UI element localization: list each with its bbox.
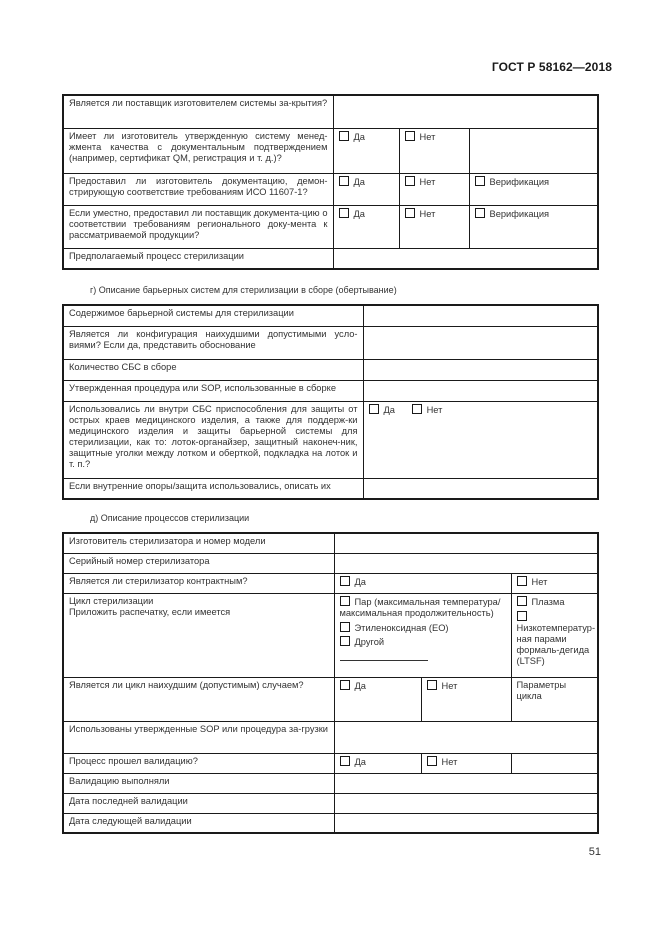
- options-cell: [363, 401, 598, 478]
- option-no[interactable]: Нет: [511, 573, 598, 593]
- checkbox-icon[interactable]: [340, 576, 350, 586]
- option-yes[interactable]: Да: [369, 405, 395, 415]
- question-cell: Изготовитель стерилизатора и номер модели: [63, 533, 334, 553]
- barrier-system-table: [62, 304, 599, 500]
- table-row: [63, 793, 598, 813]
- question-cell: Является ли конфигурация наихудшими допустимыми усло-виями? Если да, представить обоснование: [63, 326, 363, 359]
- checkbox-icon[interactable]: [517, 596, 527, 606]
- section-title-g: г) Описание барьерных систем для стерилизации в сборе (обертывание): [90, 285, 397, 295]
- answer-field[interactable]: [334, 533, 598, 553]
- checkbox-icon[interactable]: [339, 208, 349, 218]
- option-yes[interactable]: Да: [334, 753, 421, 773]
- checkbox-icon[interactable]: [427, 680, 437, 690]
- option-no[interactable]: Нет: [421, 753, 511, 773]
- page-number: 51: [588, 846, 601, 858]
- question-cell: Использованы утвержденные SOP или процедура за-грузки: [63, 721, 334, 753]
- cycle-parameters-label: Параметры цикла: [511, 677, 598, 721]
- supplier-table: [62, 94, 599, 270]
- option-yes[interactable]: Да: [333, 128, 399, 173]
- option-no[interactable]: Нет: [399, 173, 469, 205]
- checkbox-icon[interactable]: [340, 680, 350, 690]
- question-cell: Если внутренние опоры/защита использовались, описать их: [63, 478, 363, 499]
- table-row: [63, 573, 598, 593]
- question-cell: Содержимое барьерной системы для стерилизации: [63, 305, 363, 326]
- option-no[interactable]: Нет: [399, 205, 469, 248]
- checkbox-icon[interactable]: [340, 636, 350, 646]
- checkbox-icon[interactable]: [405, 208, 415, 218]
- question-cell: Серийный номер стерилизатора: [63, 553, 334, 573]
- table-row: [63, 326, 598, 359]
- checkbox-icon[interactable]: [340, 596, 350, 606]
- section-title-d: д) Описание процессов стерилизации: [90, 513, 250, 523]
- table-row: [63, 721, 598, 753]
- question-cell: Предоставил ли изготовитель документацию, демон-стрирующую соответствие требованиям ИСО 11607-1?: [63, 173, 333, 205]
- question-cell: Дата последней валидации: [63, 793, 334, 813]
- table-row: [63, 773, 598, 793]
- question-text: Цикл стерилизации: [69, 595, 154, 606]
- checkbox-icon[interactable]: [340, 622, 350, 632]
- table-row: [63, 401, 598, 478]
- checkbox-icon[interactable]: [405, 131, 415, 141]
- checkbox-icon[interactable]: [475, 176, 485, 186]
- sterilization-process-table: [62, 532, 599, 834]
- table-row: [63, 205, 598, 248]
- checkbox-icon[interactable]: [517, 611, 527, 621]
- question-cell: Валидацию выполняли: [63, 773, 334, 793]
- empty-cell: [511, 753, 598, 773]
- checkbox-icon[interactable]: [369, 404, 379, 414]
- checkbox-icon[interactable]: [339, 131, 349, 141]
- table-row: [63, 478, 598, 499]
- answer-field[interactable]: [363, 359, 598, 380]
- answer-field[interactable]: [363, 326, 598, 359]
- table-row: [63, 593, 598, 677]
- checkbox-icon[interactable]: [340, 756, 350, 766]
- answer-field[interactable]: [333, 95, 598, 128]
- question-note: Приложить распечатку, если имеется: [69, 606, 231, 617]
- table-row: [63, 248, 598, 269]
- table-row: [63, 305, 598, 326]
- empty-cell: [469, 128, 598, 173]
- table-row: [63, 813, 598, 833]
- question-cell: Предполагаемый процесс стерилизации: [63, 248, 333, 269]
- option-eo[interactable]: Этиленоксидная (EO): [340, 622, 506, 634]
- option-yes[interactable]: Да: [334, 573, 511, 593]
- table-row: [63, 533, 598, 553]
- option-no[interactable]: Нет: [412, 405, 443, 415]
- option-yes[interactable]: Да: [333, 205, 399, 248]
- table-row: [63, 359, 598, 380]
- question-cell: Является ли стерилизатор контрактным?: [63, 573, 334, 593]
- cycle-options-right: [511, 593, 598, 677]
- answer-field[interactable]: [363, 478, 598, 499]
- answer-field[interactable]: [334, 793, 598, 813]
- question-cell: Имеет ли изготовитель утвержденную систему менед-жмента качества с документальным подтверждением (например, сертификат QM, регистрация и т. д.)?: [63, 128, 333, 173]
- table-row: [63, 553, 598, 573]
- option-verification[interactable]: Верификация: [469, 173, 598, 205]
- document-id: ГОСТ Р 58162—2018: [491, 60, 612, 74]
- cycle-options-left: [334, 593, 511, 677]
- checkbox-icon[interactable]: [427, 756, 437, 766]
- table-row: [63, 753, 598, 773]
- table-row: [63, 128, 598, 173]
- question-cell: Является ли поставщик изготовителем системы за-крытия?: [63, 95, 333, 128]
- checkbox-icon[interactable]: [405, 176, 415, 186]
- option-verification[interactable]: Верификация: [469, 205, 598, 248]
- answer-field[interactable]: [333, 248, 598, 269]
- answer-field[interactable]: [363, 380, 598, 401]
- answer-field[interactable]: [334, 813, 598, 833]
- checkbox-icon[interactable]: [412, 404, 422, 414]
- option-no[interactable]: Нет: [421, 677, 511, 721]
- question-cell: [63, 593, 334, 677]
- answer-field[interactable]: [334, 721, 598, 753]
- checkbox-icon[interactable]: [517, 576, 527, 586]
- question-cell: Использовались ли внутри СБС приспособления для защиты от острых краев медицинского изделия, а также для поддерж-ки медицинского изделия и защиты барьерной системы для стерилизации, как то: лоток-органайзер, защитный наконеч-ник, защитные уголки между лотком и оберткой, подкладка на лоток и т. п.?: [63, 401, 363, 478]
- question-cell: Если уместно, предоставил ли поставщик документа-цию о соответствии требованиям регионального доку-мента к рассматриваемой продукции?: [63, 205, 333, 248]
- answer-field[interactable]: [334, 553, 598, 573]
- question-cell: Утвержденная процедура или SOP, использованные в сборке: [63, 380, 363, 401]
- other-input-line[interactable]: [340, 660, 428, 661]
- table-row: [63, 173, 598, 205]
- option-yes[interactable]: Да: [333, 173, 399, 205]
- option-other[interactable]: Другой: [340, 636, 506, 648]
- option-ltsf[interactable]: Низкотемператур-ная парами формаль-дегида (LTSF): [517, 611, 593, 667]
- table-row: [63, 95, 598, 128]
- option-no[interactable]: Нет: [399, 128, 469, 173]
- checkbox-icon[interactable]: [475, 208, 485, 218]
- option-steam[interactable]: Пар (максимальная температура/максимальная продолжительность): [339, 596, 501, 618]
- question-cell: Дата следующей валидации: [63, 813, 334, 833]
- question-cell: Является ли цикл наихудшим (допустимым) случаем?: [63, 677, 334, 721]
- checkbox-icon[interactable]: [339, 176, 349, 186]
- table-row: [63, 677, 598, 721]
- option-yes[interactable]: Да: [334, 677, 421, 721]
- answer-field[interactable]: [334, 773, 598, 793]
- option-plasma[interactable]: Плазма: [517, 596, 593, 608]
- question-cell: Количество СБС в сборе: [63, 359, 363, 380]
- answer-field[interactable]: [363, 305, 598, 326]
- table-row: [63, 380, 598, 401]
- question-cell: Процесс прошел валидацию?: [63, 753, 334, 773]
